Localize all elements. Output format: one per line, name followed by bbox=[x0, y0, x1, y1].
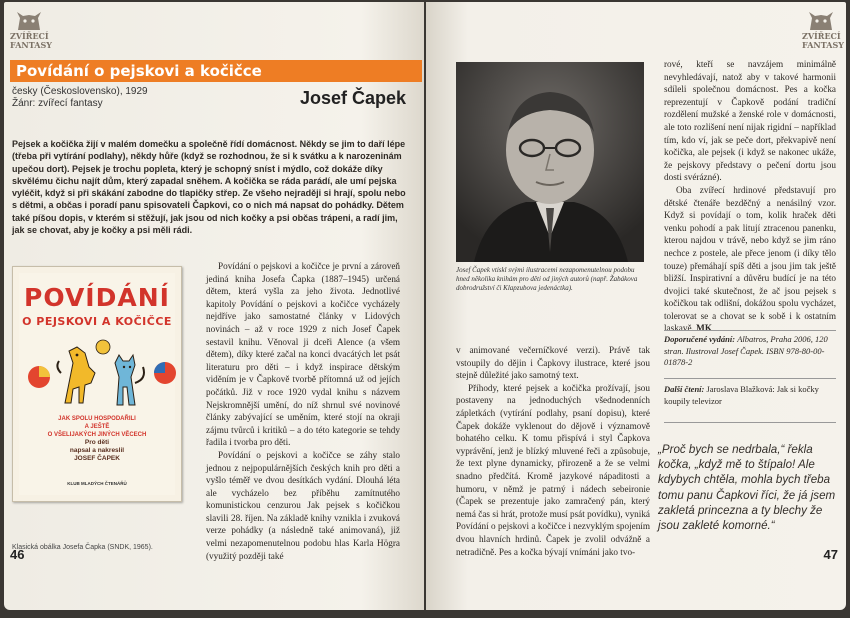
author-name: Josef Čapek bbox=[299, 88, 406, 108]
author-signature: MK bbox=[696, 323, 712, 334]
body-column-right-2 bbox=[664, 58, 836, 335]
body-paragraph: Povídání o pejskovi a kočičce se záhy stalo jednou z nejpopulárnějších českých knih pro děti a vyšlo téměř ve dvou desítkách vydání. Dlouhá léta ale vycházelo bez příběhu zamítnutého komunistickou cenzurou Jak pejsek s kočičkou slavili 28. říjen. Na základě knihy vznikla i zvuková verze pohádky (a následně také animovaná), již velmi nezapomenutelnou podobu hlas Karla Högra (využitý později také bbox=[206, 449, 400, 561]
recommended-label: Doporučené vydání: bbox=[664, 334, 736, 344]
book-origin: česky (Československo), 1929 bbox=[12, 86, 148, 97]
book-genre: Žánr: zvířecí fantasy bbox=[12, 98, 103, 109]
left-page bbox=[4, 2, 424, 610]
pull-quote: „Proč bych se nedrbala,“ řekla kočka, „když mě to štípalo! Ale kdybych chtěla, mohla bych třeba tomu panu Čapkovi říci, že já jsem zakletá princezna a ty blechy že jsou zakleté komorné.“ bbox=[658, 443, 836, 533]
body-column-left bbox=[206, 260, 400, 562]
body-paragraph: Příhody, které pejsek a kočička prožívají, jsou postaveny na jednoduchých všednodenních zápletkách (vytírání podlahy, psaní dopisu), které Čapek dokáže vyklenout do dějově i významově bohatého celku. K tomu přispívá i styl Čapkova vyprávění, jenž je blízký mluvené řeči a způsobuje, že text plyne dynamicky, přirozeně a že se velmi snadno předčítá. Kromě jazykové nápaditosti a humoru, v němž je patrný i nádech sebeironie (Čapek se prezentuje jako zamračený pán, který nemá čas si hrát, protože musí psát povídku), vyniká Povídání o pejskovi a kočičce i nezvyklým spojením dvou hlavních hrdinů. Čapek je zvolil odvážně a netradičně. Pes a kočka bývají vnímáni jako tvo- bbox=[456, 382, 650, 557]
photo-caption: Josef Čapek vtiskl svými ilustracemi nezapomenutelnou podobu hned několika knihám pro děti od jiných autorů (např. Žabákova dobrodružství či Klapzubova jedenáctka). bbox=[456, 266, 638, 292]
further-label: Další čtení: bbox=[664, 384, 705, 394]
cat-logo-icon bbox=[14, 10, 44, 32]
body-column-right-1 bbox=[456, 344, 650, 558]
body-paragraph: Povídání o pejskovi a kočičce je první a zároveň jediná kniha Josefa Čapka (1887–1945) určená dětem, která vyšla za jeho života. Jednotlivé kapitoly Povídání o pejskovi a kočičce vycházely nejdříve jako samostatné články v Lidových novinách – až v roce 1929 z nich Josef Čapek sestavil knihu. Věnoval ji dceři Alence (a všem dětem), díky které začal na konci dvacátých let psát literaturu pro děti – i když inspirace dětským viděním je v Čapkově tvorbě přítomná už od jejích počátků. Již v roce 1920 vydal knihu s názvem Nejskromnější umění, do níž shrnul své novinové články zabývající se uměním, které stojí na okraji zájmu tvůrců i kritiků – a do této kategorie se tehdy řadila i tvorba pro děti. bbox=[206, 261, 400, 448]
cover-tagline: JAK SPOLU HOSPODAŘILI A JEŠTĚ O VŠELIJAKÝCH JINÝCH VĚCECH bbox=[47, 416, 147, 438]
cat-logo-icon bbox=[806, 10, 836, 32]
book-meta bbox=[12, 86, 148, 110]
article-title: Povídání o pejskovi a kočičce bbox=[10, 60, 422, 82]
divider bbox=[664, 378, 836, 379]
divider bbox=[664, 330, 836, 331]
genre-logo bbox=[802, 10, 844, 50]
intro-paragraph: Pejsek a kočička žijí v malém domečku a společně řídí domácnost. Někdy se jim to daří lépe (třeba při vytírání podlahy), někdy hůře (když se rozhodnou, že si k svátku a k narozeninám upečou dort). Pejsek je trochu popleta, který je schopný sníst i mýdlo, což dokáže díky skvělému čichu najít dům, který zapadal sněhem. A kočička se ráda parádí, ale umí pejska vyléčit, když si při skákání zabodne do tlapičky střep. Ze všeho nejraději si hrají, spolu nebo s dětmi, a občas i poradí panu spisovateli Čapkovi, co o nich má napsat do pohádky. Dětem také píšou dopis, v kterém si stěžují, jak jsou od nich kočky a psi občas trápeni, a radí jim, jak se chovat, aby je kočky a psi měli rádi. bbox=[12, 139, 406, 236]
cover-publisher: KLUB MLADÝCH ČTENÁŘŮ bbox=[67, 481, 127, 486]
genre-logo-text: ZVÍŘECÍ FANTASY bbox=[802, 31, 844, 50]
right-page bbox=[426, 2, 846, 610]
recommended-text: Albatros, Praha 2006, 120 stran. Ilustroval Josef Čapek. ISBN 978-80-00-01878-2 bbox=[664, 334, 828, 367]
body-paragraph: rové, kteří se navzájem minimálně nevyhledávají, natož aby v takové harmonii sdíleli společnou domácnost. Pes a kočka reprezentují v Čapkově podání tradiční rozdělení mužské a ženské role v domácnosti, ale toto rozlišení není nijak rigidní – například tím, kdo ví, jak se peče dort, překvapivě není kočička, ale pejsek (i když se nakonec ukáže, že pejskovy představy o pečení dortu jsou dosti svérázné). bbox=[664, 59, 836, 183]
further-reading bbox=[664, 384, 836, 407]
book-spread bbox=[4, 2, 846, 614]
divider bbox=[664, 422, 836, 423]
genre-logo bbox=[10, 10, 52, 50]
body-paragraph: Oba zvířecí hrdinové představují pro dětské čtenáře bezděčný a nenásilný vzor. Když si povídají o tom, kolik hraček děti venku pohodí a pak litují ztracenou panenku, kterou najdou v trávě, nebo když se jim ráno nechce z postele, ale přece jenom (i díky tělo touze) přemáhají spíš děti a jsou jim tak ještě bližší. Inspirativní a důvěru budící je na této dvojici také skutečnost, že ač jsou pejsek s kočičkou tak odlišní, dokážou spolu vycházet, tolerovat se a chovat se k sobě i k ostatním laskavě. MK bbox=[664, 184, 836, 334]
page-number: 46 bbox=[10, 547, 25, 562]
body-paragraph: v animované večerníčkové verzi). Právě tak vstoupily do dějin i Čapkovy ilustrace, které jsou stejně důležité jako samotný text. bbox=[456, 345, 650, 381]
cover-title: POVÍDÁNÍ bbox=[24, 283, 170, 312]
cover-caption: Klasická obálka Josefa Čapka (SNDK, 1965). bbox=[12, 544, 153, 551]
cover-credit: Pro děti napsal a nakreslil JOSEF ČAPEK bbox=[69, 439, 125, 462]
portrait-illustration bbox=[456, 62, 644, 262]
dog-and-cat-illustration bbox=[25, 333, 181, 415]
page-number: 47 bbox=[823, 547, 838, 562]
book-cover-image bbox=[12, 266, 182, 502]
recommended-edition bbox=[664, 334, 836, 369]
further-text: Jaroslava Blažková: Jak si kočky koupily televizor bbox=[664, 384, 819, 406]
author-portrait-photo bbox=[456, 62, 644, 262]
genre-logo-text: ZVÍŘECÍ FANTASY bbox=[10, 31, 52, 50]
cover-subtitle: O PEJSKOVI A KOČIČCE bbox=[22, 315, 172, 328]
